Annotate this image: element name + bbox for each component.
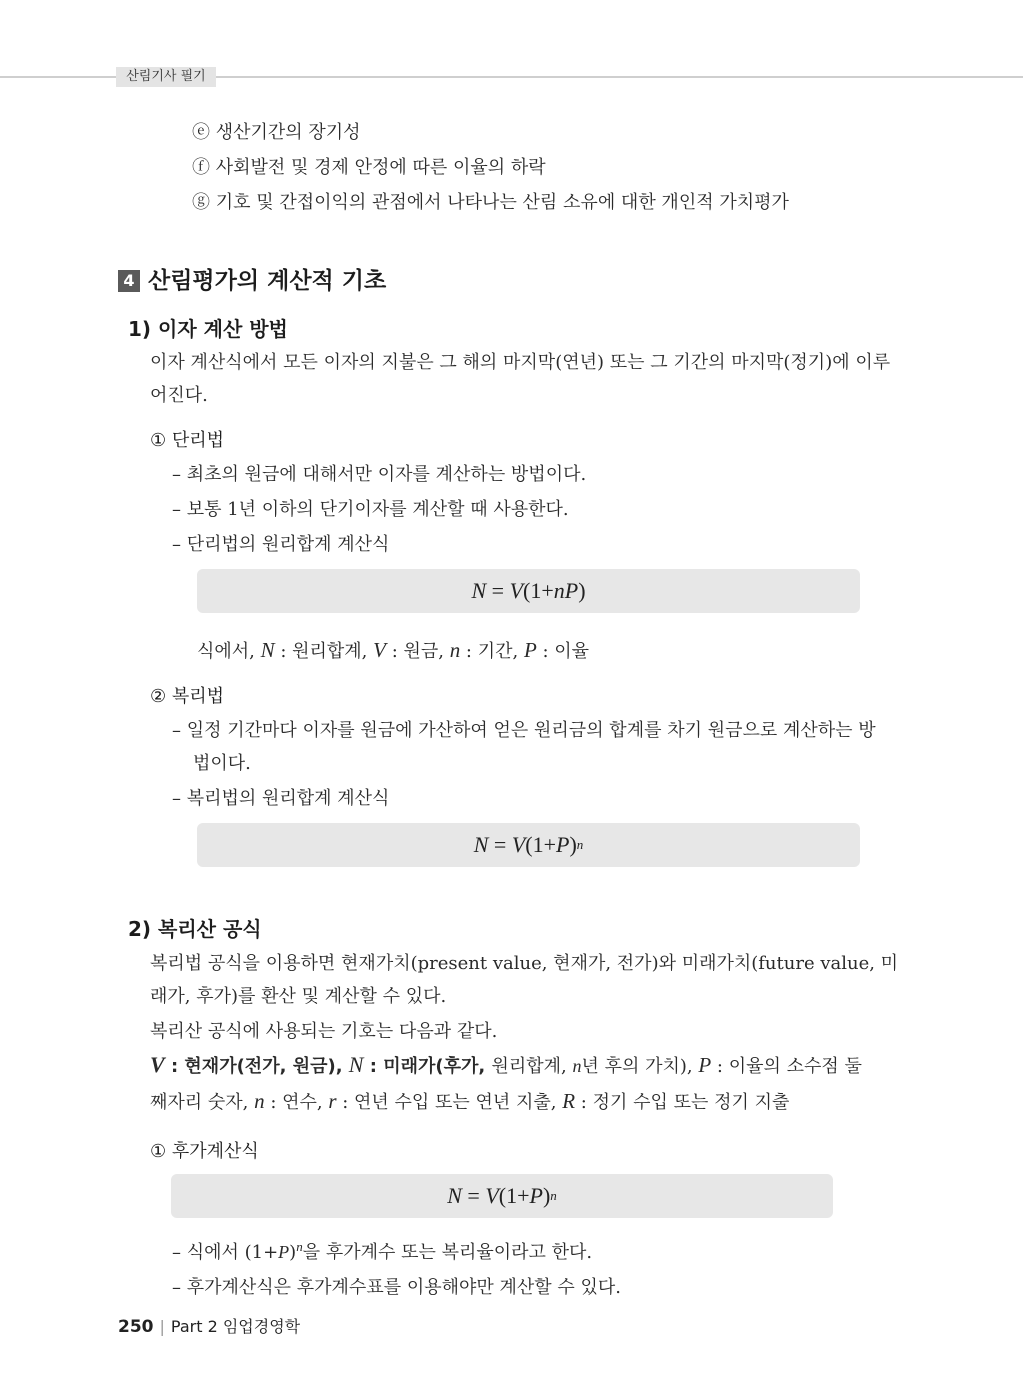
paragraph-line: 이자 계산식에서 모든 이자의 지불은 그 해의 마지막(연년) 또는 그 기간의 마지막(정기)에 이루 bbox=[150, 352, 891, 373]
symbol-desc: : 이율의 소수점 둘 bbox=[711, 1056, 862, 1077]
section-number-badge: 4 bbox=[118, 270, 140, 292]
footer-chapter: 임업경영학 bbox=[222, 1317, 301, 1336]
formula-symbol: N bbox=[447, 1183, 462, 1208]
formula-equals: = bbox=[488, 832, 512, 857]
formula-symbol: N bbox=[471, 578, 487, 603]
legend-text: : 기간, bbox=[460, 641, 524, 662]
legend-symbol: P bbox=[523, 638, 537, 662]
formula-symbol: n bbox=[553, 578, 565, 603]
symbol: R bbox=[562, 1089, 576, 1113]
formula-part: (1+ bbox=[523, 578, 554, 603]
symbol-desc: : 미래가(후가, bbox=[363, 1056, 492, 1077]
list-text: 기호 및 간접이익의 관점에서 나타나는 산림 소유에 대한 개인적 가치평가 bbox=[215, 192, 789, 213]
symbol-desc: : 현재가(전가, 원금), bbox=[164, 1056, 349, 1077]
bullet-symbol: P bbox=[278, 1242, 290, 1262]
item-title-future-value: ① 후가계산식 bbox=[150, 1141, 259, 1162]
symbol: N bbox=[348, 1052, 364, 1077]
formula-exponent: n bbox=[550, 1188, 557, 1203]
page-footer bbox=[118, 1314, 300, 1337]
symbol-definitions-line2 bbox=[150, 1088, 789, 1114]
list-marker: ⓖ bbox=[192, 192, 210, 213]
section-title bbox=[118, 262, 386, 295]
list-item-g bbox=[192, 188, 789, 214]
formula-future-value bbox=[171, 1174, 833, 1218]
bullet-line: – 후가계산식은 후가계수표를 이용해야만 계산할 수 있다. bbox=[172, 1277, 621, 1298]
formula-symbol: V bbox=[485, 1183, 499, 1208]
bullet-text: 을 후가계수 또는 복리율이라고 한다. bbox=[302, 1242, 593, 1263]
formula-part: ) bbox=[569, 832, 577, 857]
bullet-line: – 최초의 원금에 대해서만 이자를 계산하는 방법이다. bbox=[172, 464, 587, 485]
legend-text: : 이율 bbox=[536, 641, 590, 662]
formula-symbol: V bbox=[511, 832, 526, 857]
legend-text: : 원금, bbox=[385, 641, 450, 662]
bullet-line: – 보통 1년 이하의 단기이자를 계산할 때 사용한다. bbox=[172, 499, 569, 520]
footer-part: Part 2 bbox=[170, 1317, 218, 1336]
list-text: 사회발전 및 경제 안정에 따른 이율의 하락 bbox=[215, 157, 546, 178]
symbol-definitions-line1 bbox=[150, 1052, 862, 1078]
symbol: r bbox=[328, 1089, 337, 1113]
bullet-exponent: n bbox=[296, 1239, 303, 1254]
formula-part: ) bbox=[578, 578, 586, 603]
bullet-line: – 복리법의 원리합계 계산식 bbox=[172, 788, 390, 809]
formula-compound-interest bbox=[197, 823, 860, 867]
symbol-desc: : 연년 수입 또는 연년 지출, bbox=[336, 1092, 563, 1113]
symbol: V bbox=[150, 1052, 165, 1077]
legend-symbol: n bbox=[449, 638, 461, 662]
legend-symbol: V bbox=[373, 638, 386, 662]
formula-symbol: N bbox=[473, 832, 489, 857]
formula-symbol: V bbox=[509, 578, 524, 603]
bullet-line: – 단리법의 원리합계 계산식 bbox=[172, 534, 390, 555]
formula-symbol: P bbox=[529, 1183, 543, 1208]
symbol-desc: : 정기 수입 또는 정기 지출 bbox=[575, 1092, 790, 1113]
formula-part: (1+ bbox=[498, 1183, 530, 1208]
section-title-text: 산림평가의 계산적 기초 bbox=[148, 268, 387, 294]
bullet-text: ) bbox=[289, 1242, 297, 1263]
paragraph-line: 래가, 후가)를 환산 및 계산할 수 있다. bbox=[150, 986, 447, 1007]
subsection-title-compound-formula: 2) 복리산 공식 bbox=[128, 917, 262, 941]
legend-text: : 원리합계, bbox=[274, 641, 374, 662]
formula-symbol: P bbox=[556, 832, 570, 857]
item-title-compound: ② 복리법 bbox=[150, 686, 225, 707]
paragraph-line: 복리법 공식을 이용하면 현재가치(present value, 현재가, 전가)와 미래가치(future value, 미 bbox=[150, 953, 899, 974]
formula-simple-interest bbox=[197, 569, 860, 613]
formula-symbol: P bbox=[564, 578, 579, 603]
item-title-simple: ① 단리법 bbox=[150, 430, 225, 451]
formula-part: (1+ bbox=[525, 832, 556, 857]
symbol-desc: : 연수, bbox=[264, 1092, 329, 1113]
bullet-line bbox=[172, 1238, 592, 1264]
symbol-desc: 년 후의 가치), bbox=[581, 1056, 699, 1077]
list-marker: ⓔ bbox=[192, 122, 210, 143]
subsection-title-interest: 1) 이자 계산 방법 bbox=[128, 317, 288, 341]
formula-equals: = bbox=[461, 1183, 486, 1208]
list-text: 생산기간의 장기성 bbox=[215, 122, 361, 143]
bullet-line: – 일정 기간마다 이자를 원금에 가산하여 얻은 원리금의 합계를 차기 원금으로 계산하는 방 bbox=[172, 720, 876, 741]
bullet-text: – 식에서 (1+ bbox=[172, 1242, 279, 1263]
symbol-desc: 원리합계, bbox=[491, 1056, 573, 1077]
paragraph-line: 어진다. bbox=[150, 385, 208, 406]
legend-text: 식에서, bbox=[197, 641, 261, 662]
list-item-f bbox=[192, 153, 546, 179]
symbol-desc: 째자리 숫자, bbox=[150, 1092, 255, 1113]
symbol: n bbox=[254, 1089, 265, 1113]
paragraph-line: 복리산 공식에 사용되는 기호는 다음과 같다. bbox=[150, 1021, 498, 1042]
formula-exponent: n bbox=[576, 837, 584, 852]
legend-symbol: N bbox=[260, 638, 275, 662]
formula-legend bbox=[197, 637, 589, 663]
page-number: 250 bbox=[118, 1317, 154, 1337]
list-item-e bbox=[192, 118, 361, 144]
bullet-line-cont: 법이다. bbox=[193, 753, 251, 774]
symbol: P bbox=[698, 1053, 712, 1077]
footer-separator: | bbox=[159, 1317, 165, 1336]
formula-equals: = bbox=[486, 578, 510, 603]
formula-part: ) bbox=[542, 1183, 551, 1208]
symbol: n bbox=[572, 1056, 582, 1076]
running-header-tab: 산림기사 필기 bbox=[116, 67, 216, 87]
list-marker: ⓕ bbox=[192, 157, 210, 178]
